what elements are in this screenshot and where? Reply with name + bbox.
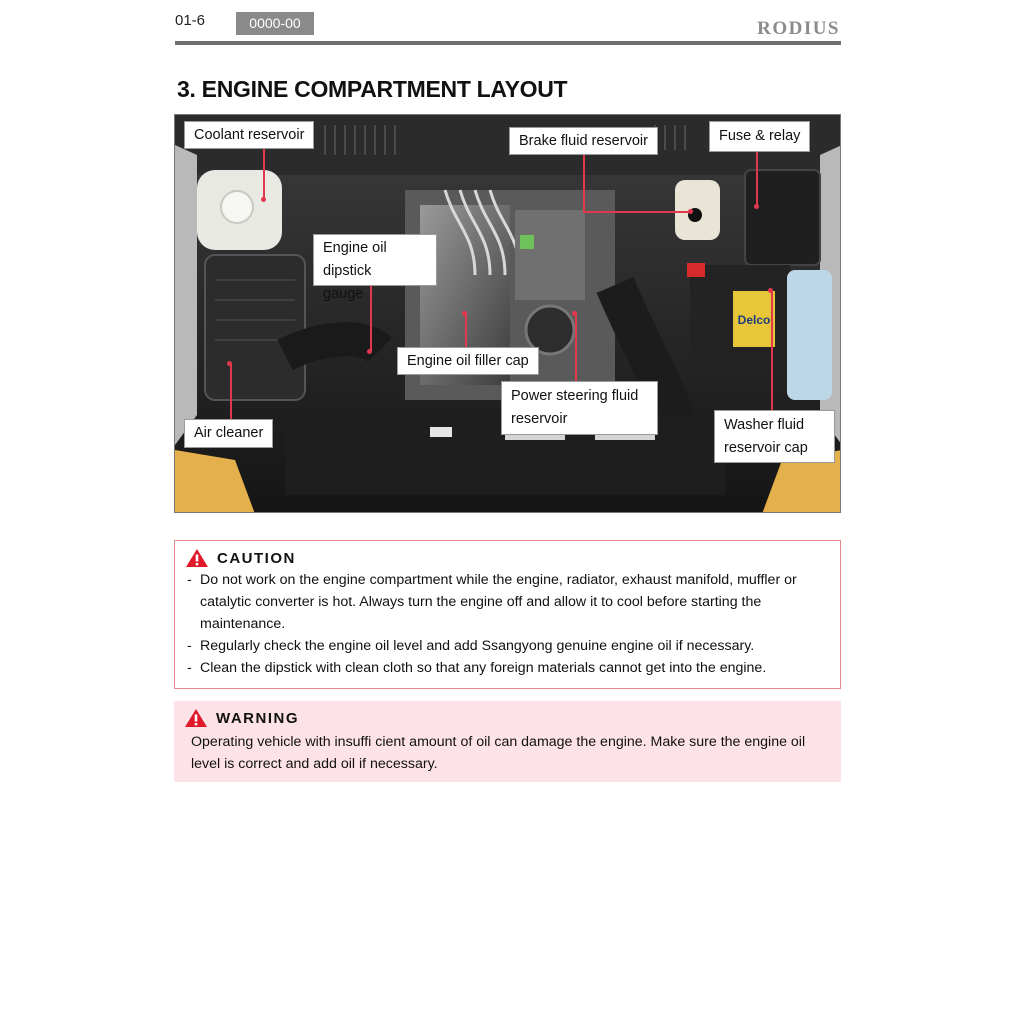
leader-dot-power-steering xyxy=(572,311,577,316)
callout-coolant-reservoir xyxy=(184,121,314,149)
leader-coolant xyxy=(263,149,265,199)
warning-text: Operating vehicle with insuffi cient amount of oil can damage the engine. Make sure the engine oil level is correct and add oil if necessary. xyxy=(191,734,806,772)
warning-triangle-icon xyxy=(185,548,209,568)
leader-dot-fuse xyxy=(754,204,759,209)
callout-engine-oil-filler-cap xyxy=(397,347,539,375)
leader-air-cleaner xyxy=(230,363,232,423)
callout-fuse-relay xyxy=(709,121,810,152)
callout-fuse-relay-text: Fuse & relay xyxy=(719,128,801,144)
leader-power-steering xyxy=(575,313,577,381)
warning-header xyxy=(184,707,299,729)
doc-code-badge: 0000-00 xyxy=(236,12,314,35)
header-rule xyxy=(175,41,841,45)
caution-box xyxy=(174,540,841,689)
leader-washer xyxy=(771,290,773,412)
callout-dipstick-line2: gauge xyxy=(323,286,364,302)
callout-air-cleaner xyxy=(184,419,273,448)
callout-power-steering-line2: reservoir xyxy=(511,411,568,427)
leader-dot-dipstick xyxy=(367,349,372,354)
callout-washer-fluid-reservoir-cap xyxy=(714,410,835,463)
callout-brake-fluid-reservoir xyxy=(509,127,658,155)
leader-filler xyxy=(465,313,467,349)
callout-filler-cap-text: Engine oil filler cap xyxy=(407,353,529,369)
page-number: 01-6 xyxy=(175,12,206,29)
callout-engine-oil-dipstick xyxy=(313,234,437,302)
caution-title: CAUTION xyxy=(217,549,296,567)
caution-list xyxy=(187,569,827,679)
leader-dot-filler xyxy=(462,311,467,316)
callout-brake-fluid-reservoir-text: Brake fluid reservoir xyxy=(519,133,648,149)
leader-brake-horizontal xyxy=(583,211,691,213)
callout-power-steering-line1: Power steering fluid xyxy=(511,388,639,404)
callout-coolant-reservoir-text: Coolant reservoir xyxy=(194,127,305,143)
caution-item: - Do not work on the engine compartment while the engine, radiator, exhaust manifold, muffler or catalytic converter is hot. Always turn the engine off and allow it to cool before starting the maintenance. xyxy=(187,569,827,635)
brand-logo: RODIUS xyxy=(757,18,840,39)
engine-compartment-photo xyxy=(174,114,841,513)
warning-box xyxy=(174,701,841,782)
callout-power-steering-reservoir xyxy=(501,381,658,435)
leader-brake-vertical xyxy=(583,155,585,213)
leader-fuse xyxy=(756,152,758,206)
battery-label: Delco xyxy=(737,313,771,327)
callout-washer-line2: reservoir cap xyxy=(724,440,808,456)
caution-item: - Regularly check the engine oil level and add Ssangyong genuine engine oil if necessary. xyxy=(187,635,827,657)
callout-washer-line1: Washer fluid xyxy=(724,417,805,433)
callout-dipstick-line1: Engine oil dipstick xyxy=(323,240,387,279)
callout-air-cleaner-text: Air cleaner xyxy=(194,425,264,441)
warning-title: WARNING xyxy=(216,709,299,727)
caution-item: - Clean the dipstick with clean cloth so that any foreign materials cannot get into the engine. xyxy=(187,657,827,679)
leader-dot-brake xyxy=(688,209,693,214)
warning-triangle-icon xyxy=(184,708,208,728)
leader-dot-air-cleaner xyxy=(227,361,232,366)
section-title: 3. ENGINE COMPARTMENT LAYOUT xyxy=(177,76,568,102)
leader-dot-coolant xyxy=(261,197,266,202)
leader-dot-washer xyxy=(768,288,773,293)
caution-header xyxy=(185,547,296,569)
